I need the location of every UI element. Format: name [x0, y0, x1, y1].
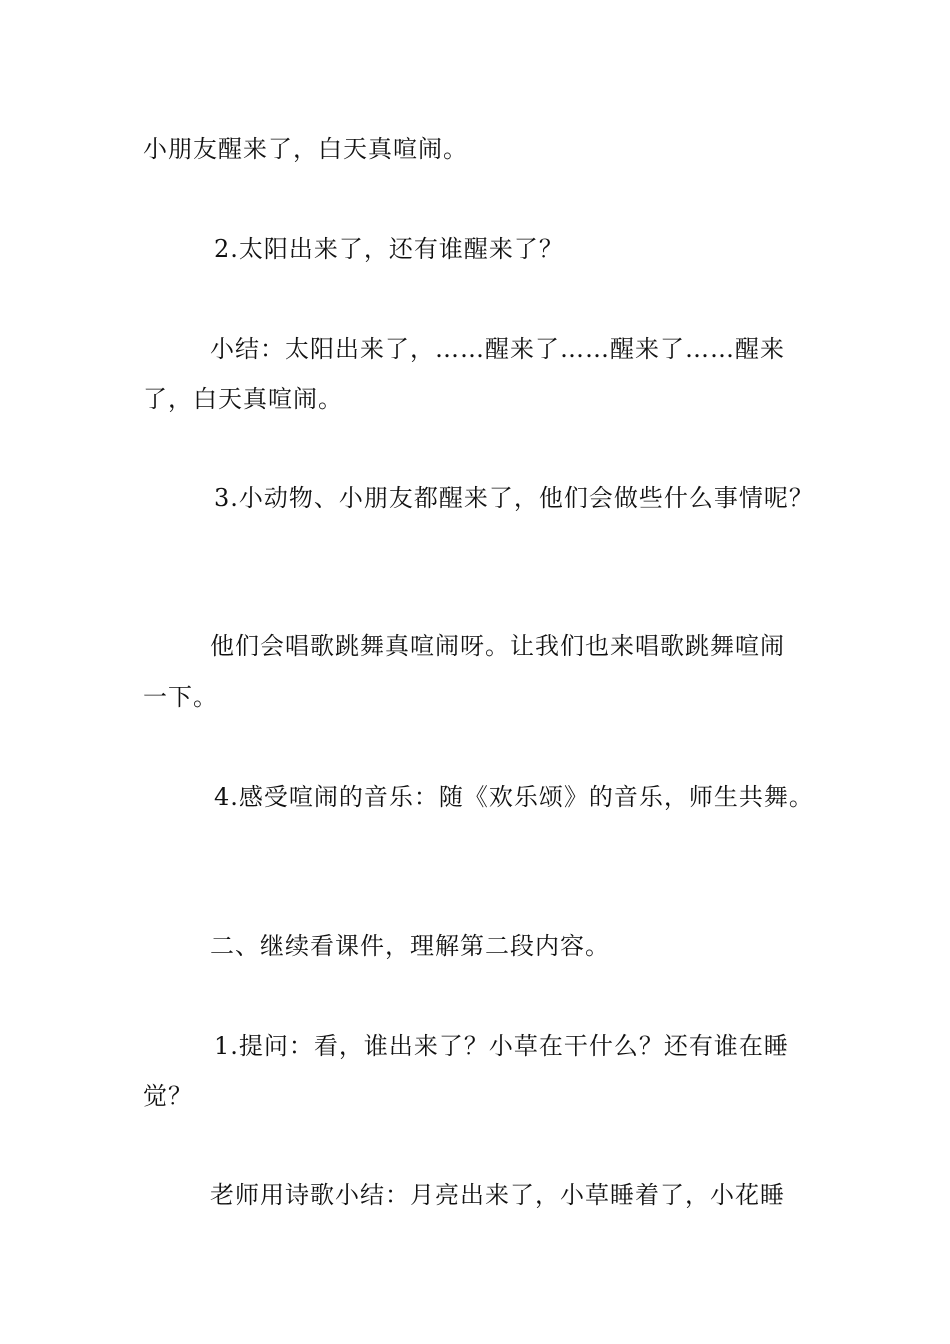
- text-line: 4.感受喧闹的音乐：随《欢乐颂》的音乐，师生共舞。: [214, 783, 814, 811]
- text-line: 老师用诗歌小结：月亮出来了，小草睡着了，小花睡: [210, 1181, 785, 1209]
- text-line: 他们会唱歌跳舞真喧闹呀。让我们也来唱歌跳舞喧闹: [210, 632, 785, 660]
- text-line: 小朋友醒来了，白天真喧闹。: [143, 135, 468, 163]
- text-line: 1.提问：看，谁出来了？小草在干什么？还有谁在睡: [214, 1032, 789, 1060]
- section-heading: 二、继续看课件，理解第二段内容。: [210, 932, 610, 960]
- text-line: 觉？: [143, 1082, 193, 1110]
- text-line: 小结：太阳出来了，……醒来了……醒来了……醒来: [210, 335, 785, 363]
- text-line: 3.小动物、小朋友都醒来了，他们会做些什么事情呢？: [214, 484, 814, 512]
- text-line: 一下。: [143, 683, 218, 711]
- text-line: 2.太阳出来了，还有谁醒来了？: [214, 235, 564, 263]
- text-line: 了，白天真喧闹。: [143, 385, 343, 413]
